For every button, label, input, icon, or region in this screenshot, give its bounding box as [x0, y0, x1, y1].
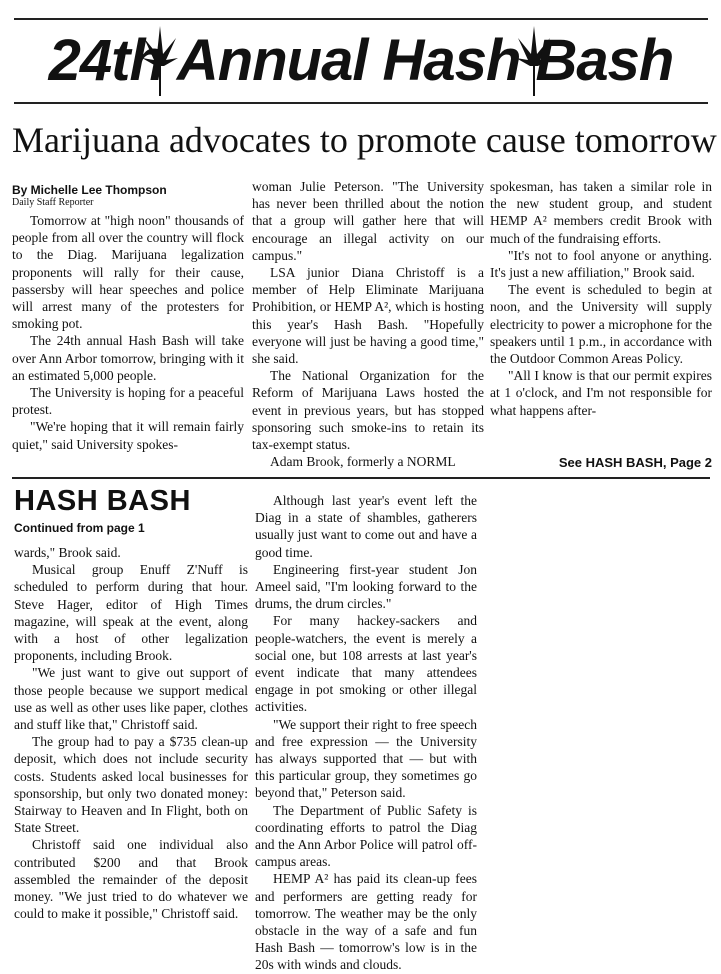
continuation-column-left — [14, 544, 248, 922]
paragraph: For many hackey-sackers and people-watchers, the event is merely a social one, but 108 arrests at last year's event indicate that many attendees engage in pot smoking or other illegal activities. — [255, 613, 477, 715]
paragraph: "We just want to give out support of those people because we support medical use as well as other uses like paper, clothes and stuff like that," Christoff said. — [14, 665, 248, 733]
paragraph: The University is hoping for a peaceful protest. — [12, 385, 244, 418]
paragraph: The event is scheduled to begin at noon, and the University will supply electricity to power a microphone for the speakers until 1 p.m., in accordance with the Outdoor Common Areas Policy. — [490, 282, 712, 367]
paragraph: Christoff said one individual also contributed $200 and that Brook assembled the remainder of the deposit money. "We just tried to do whatever we could to make it possible," Christoff said. — [14, 837, 248, 922]
paragraph: Musical group Enuff Z'Nuff is scheduled to perform during that hour. Steve Hager, editor of High Times magazine, will speak at the event, along with a host of other legalization proponents, including Brook. — [14, 562, 248, 664]
continuation-column-right — [255, 492, 477, 974]
paragraph: LSA junior Diana Christoff is a member of Help Eliminate Marijuana Prohibition, or HEMP A², which is hosting this year's Hash Bash. "Hopefully everyone will just be having a good time," she said. — [252, 265, 484, 367]
paragraph: Tomorrow at "high noon" thousands of people from all over the country will flock to the Diag. Marijuana legalization proponents will rally for their cause, passersby will hear speeches and police will arrest many of the protesters for smoking pot. — [12, 213, 244, 332]
paragraph: HEMP A² has paid its clean-up fees and performers are getting ready for tomorrow. The weather may be the only obstacle in the way of a safe and fun Hash Bash — tomorrow's low is in the 20s with winds and clouds. — [255, 871, 477, 973]
article-column-2 — [252, 178, 484, 470]
banner — [14, 18, 708, 104]
byline-role: Daily Staff Reporter — [12, 197, 94, 208]
paragraph: Although last year's event left the Diag in a state of shambles, gatherers usually just want to come out and have a good time. — [255, 493, 477, 560]
paragraph: "We're hoping that it will remain fairly quiet," said University spokes- — [12, 419, 244, 452]
paragraph: spokesman, has taken a similar role in the new student group, and student HEMP A² members credit Brook with much of the fundraising efforts. — [490, 179, 712, 246]
paragraph: "All I know is that our permit expires at 1 o'clock, and I'm not responsible for what happens after- — [490, 368, 712, 418]
headline: Marijuana advocates to promote cause tomorrow — [12, 120, 717, 160]
paragraph: wards," Brook said. — [14, 545, 121, 560]
paragraph: The National Organization for the Reform of Marijuana Laws hosted the event in previous years, but has stopped sponsoring such smoke-ins to retain its tax-exempt status. — [252, 368, 484, 453]
paragraph: The group had to pay a $735 clean-up deposit, which does not include security costs. Students asked local businesses for sponsorship, but only two donated money: Stairway to Heaven and In Flight, both on State Street. — [14, 734, 248, 836]
byline — [12, 183, 244, 209]
paragraph: Adam Brook, formerly a NORML — [270, 454, 456, 470]
article-column-1 — [12, 212, 244, 453]
paragraph: Engineering first-year student Jon Ameel said, "I'm looking forward to the drums, the drum circles." — [255, 561, 477, 612]
paragraph: The 24th annual Hash Bash will take over Ann Arbor tomorrow, bringing with it an estimated 5,000 people. — [12, 333, 244, 383]
paragraph: woman Julie Peterson. "The University has never been thrilled about the notion that a group will gather here that will encourage an illegal activity on our campus." — [252, 179, 484, 263]
article-column-3 — [490, 178, 712, 419]
section-divider — [12, 477, 710, 479]
paragraph: "We support their right to free speech and free expression — the University has always supported that — but with this particular group, they sometimes go beyond that," Peterson said. — [255, 716, 477, 801]
continued-from-label: Continued from page 1 — [14, 521, 145, 535]
paragraph: "It's not to fool anyone or anything. It's just a new affiliation," Brook said. — [490, 247, 712, 281]
banner-title: 24th Annual Hash Bash — [48, 28, 674, 93]
continuation-title: HASH BASH — [14, 485, 191, 517]
jump-line: See HASH BASH, Page 2 — [558, 455, 712, 470]
byline-name: By Michelle Lee Thompson — [12, 183, 167, 197]
paragraph: The Department of Public Safety is coordinating efforts to patrol the Diag and the Ann Arbor Police will patrol off-campus areas. — [255, 802, 477, 870]
